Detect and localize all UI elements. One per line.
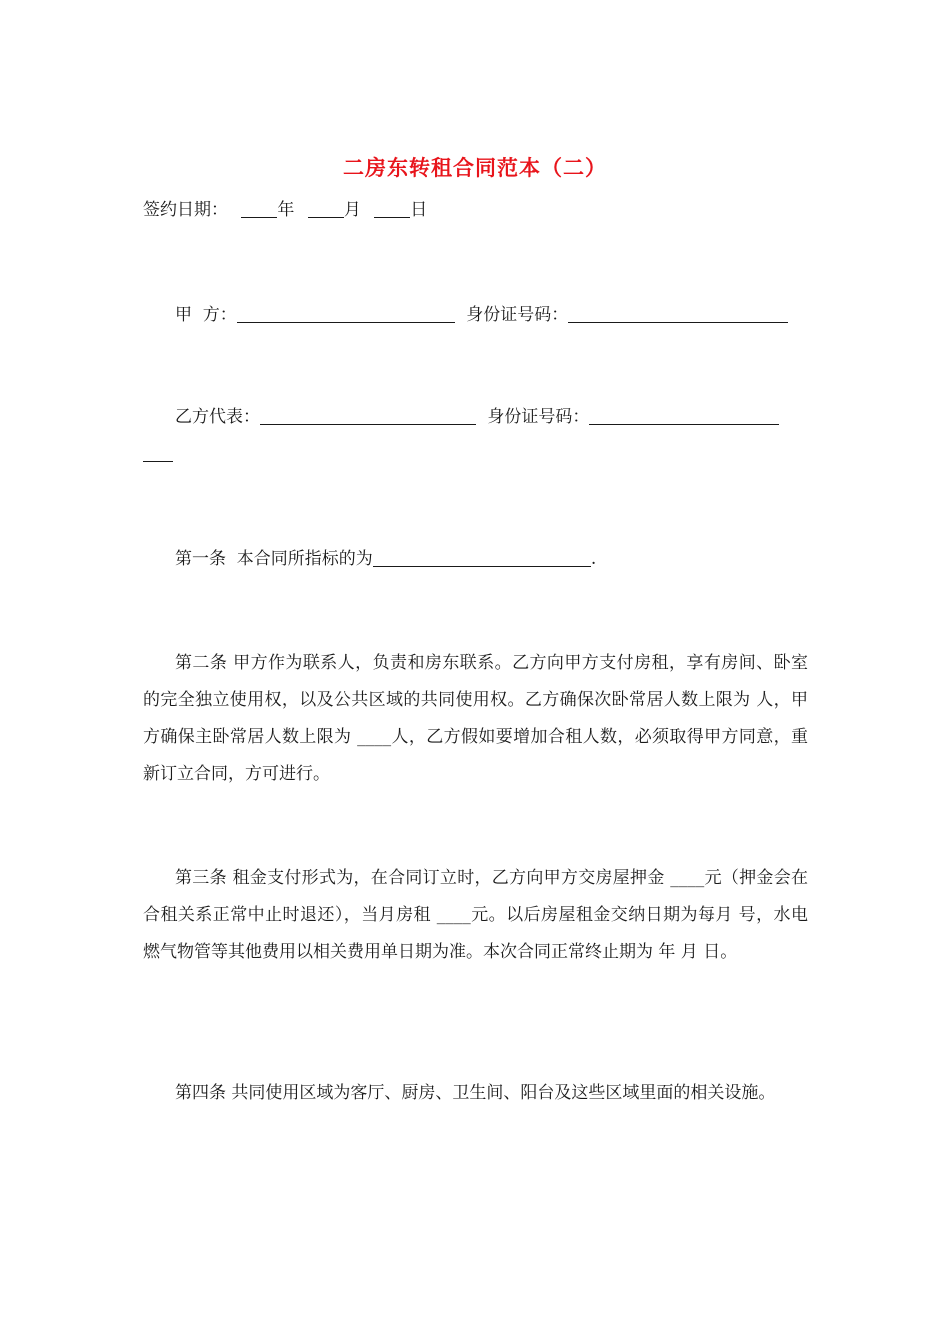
party-a-name-blank bbox=[237, 302, 455, 323]
sign-year-blank bbox=[241, 197, 277, 218]
article-4: 第四条 共同使用区域为客厅、厨房、卫生间、阳台及这些区域里面的相关设施。 bbox=[175, 1083, 776, 1103]
party-a-id-label: 身份证号码： bbox=[466, 305, 569, 325]
party-b-id-label: 身份证号码： bbox=[487, 407, 590, 427]
party-b-id-blank bbox=[589, 404, 779, 425]
sign-month-unit: 月 bbox=[343, 200, 361, 220]
sign-day-unit: 日 bbox=[410, 200, 428, 220]
party-a-line bbox=[175, 297, 788, 334]
sign-month-blank bbox=[308, 197, 344, 218]
party-b-id-continuation bbox=[143, 436, 173, 473]
article-3: 第三条 租金支付形式为，在合同订立时，乙方向甲方交房屋押金 ____元（押金会在合租关系正常中止时退还），当月房租 ____元。以后房屋租金交纳日期为每月 号，水电燃气物管等其他费用以相关费用单日期为准。本次合同正常终止期为 年 月 日。 bbox=[143, 868, 808, 962]
document-title: 二房东转租合同范本（二） bbox=[343, 155, 607, 180]
sign-year-unit: 年 bbox=[277, 200, 295, 220]
party-a-id-blank bbox=[568, 302, 788, 323]
party-a-label: 甲 方： bbox=[175, 305, 237, 325]
article-1 bbox=[175, 541, 596, 578]
sign-day-blank bbox=[374, 197, 410, 218]
article-1-end: . bbox=[590, 549, 597, 569]
party-b-label: 乙方代表： bbox=[175, 407, 260, 427]
party-b-line bbox=[175, 399, 779, 436]
sign-date-line bbox=[143, 192, 427, 229]
article-1-text: 第一条 本合同所指标的为 bbox=[175, 549, 373, 569]
party-b-id-blank-wrap bbox=[143, 441, 173, 462]
article-2: 第二条 甲方作为联系人，负责和房东联系。乙方向甲方支付房租，享有房间、卧室的完全独立使用权，以及公共区域的共同使用权。乙方确保次卧常居人数上限为 人，甲方确保主卧常居人数上限为 ____人，乙方假如要增加合租人数，必须取得甲方同意，重新订立合同，方可进行。 bbox=[143, 653, 808, 784]
sign-date-label: 签约日期： bbox=[143, 200, 228, 220]
article-1-blank bbox=[373, 546, 591, 567]
party-b-name-blank bbox=[260, 404, 476, 425]
